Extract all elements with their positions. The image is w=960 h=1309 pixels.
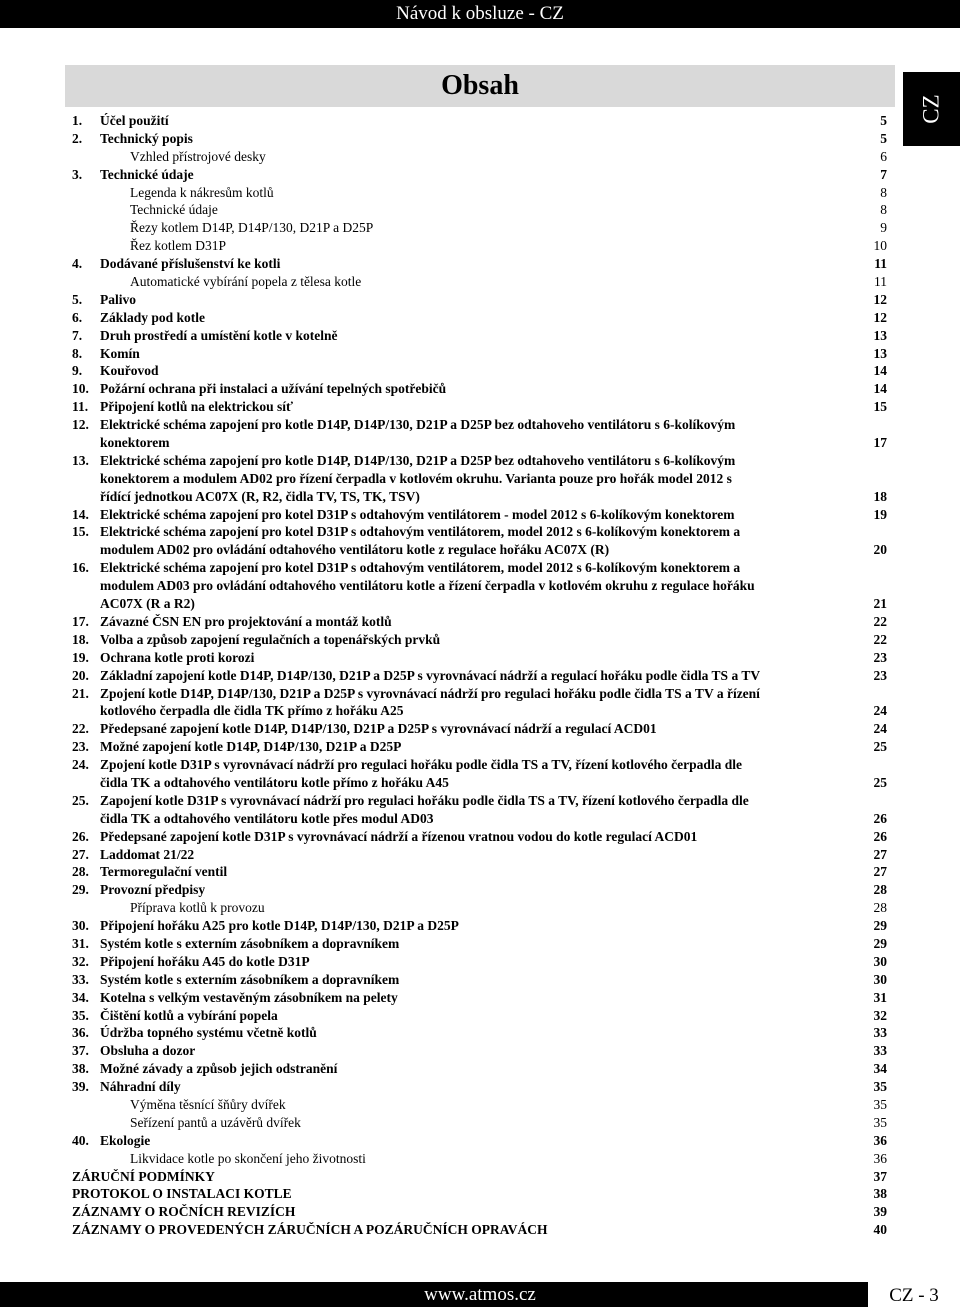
toc-entry[interactable] (72, 702, 887, 720)
toc-entry-page: 37 (873, 1168, 887, 1184)
toc-entry-page: 28 (873, 882, 887, 898)
toc-entry[interactable] (72, 255, 887, 273)
toc-entry-title: PROTOKOL O INSTALACI KOTLE (72, 1186, 292, 1202)
toc-entry[interactable] (72, 184, 887, 202)
toc-entry-title: Příprava kotlů k provozu (130, 900, 265, 916)
toc-entry-page: 38 (873, 1186, 887, 1202)
toc-entry-title: Náhradní díly (100, 1079, 181, 1095)
toc-entry-number: 29. (72, 882, 89, 898)
toc-entry-page: 26 (873, 828, 887, 844)
toc-entry[interactable] (72, 685, 887, 703)
toc-entry[interactable] (72, 1150, 887, 1168)
toc-entry-number: 39. (72, 1079, 89, 1095)
toc-entry-title: Připojení kotlů na elektrickou síť (100, 399, 294, 415)
toc-entry-page: 5 (880, 130, 887, 146)
toc-entry-number: 15. (72, 524, 89, 540)
toc-entry-title: Elektrické schéma zapojení pro kotel D31P s odtahovým ventilátorem - model 2012 s 6-kolíkovým konektorem (100, 506, 735, 522)
toc-entry-number: 9. (72, 363, 83, 379)
toc-entry-title: Systém kotle s externím zásobníkem a dopravníkem (100, 935, 400, 951)
toc-entry[interactable] (72, 1168, 887, 1186)
toc-entry-title: Účel použití (100, 113, 169, 128)
toc-entry-number: 21. (72, 685, 89, 701)
toc-entry-number: 8. (72, 345, 83, 361)
toc-entry-title: Legenda k nákresům kotlů (130, 184, 274, 200)
toc-entry[interactable] (72, 166, 887, 184)
toc-entry-number: 7. (72, 327, 83, 343)
toc-entry-page: 17 (873, 435, 887, 451)
toc-entry[interactable] (72, 667, 887, 685)
toc-entry-title: Elektrické schéma zapojení pro kotel D31P s odtahovým ventilátorem, model 2012 s 6-kolíkovým konektorem a (100, 560, 741, 576)
toc-entry-number: 19. (72, 649, 89, 665)
toc-entry-title: Ekologie (100, 1132, 151, 1148)
toc-entry-title: kotlového čerpadla dle čidla TK přímo z hořáku A25 (100, 703, 404, 719)
toc-entry-title: ZÁZNAMY O PROVEDENÝCH ZÁRUČNÍCH A POZÁRUČNÍCH OPRAVÁCH (72, 1222, 548, 1238)
toc-entry[interactable] (72, 112, 887, 130)
toc-entry-number: 22. (72, 721, 89, 737)
toc-entry-title: Seřízení pantů a uzávěrů dvířek (130, 1114, 301, 1130)
toc-entry-page: 36 (873, 1132, 887, 1148)
toc-entry[interactable] (72, 362, 887, 380)
toc-entry[interactable] (72, 1060, 887, 1078)
toc-entry[interactable] (72, 398, 887, 416)
toc-entry-title: Možné závady a způsob jejich odstranění (100, 1061, 338, 1077)
toc-entry-page: 12 (873, 291, 887, 307)
toc-entry-title: Elektrické schéma zapojení pro kotle D14P, D14P/130, D21P a D25P bez odtahoveho ventilátoru s 6-kolíkovým (100, 452, 736, 468)
toc-entry-number: 26. (72, 828, 89, 844)
toc-entry-page: 29 (873, 935, 887, 951)
toc-entry-page: 22 (873, 631, 887, 647)
toc-entry-title: Kotelna s velkým vestavěným zásobníkem na pelety (100, 989, 398, 1005)
toc-entry[interactable] (72, 434, 887, 452)
toc-entry-number: 33. (72, 971, 89, 987)
toc-entry-number: 34. (72, 989, 89, 1005)
toc-entry-page: 13 (873, 345, 887, 361)
toc-entry-page: 26 (873, 810, 887, 826)
toc-entry[interactable] (72, 649, 887, 667)
toc-entry[interactable] (72, 506, 887, 524)
toc-entry-number: 30. (72, 918, 89, 934)
toc-entry-page: 35 (873, 1114, 887, 1130)
toc-entry[interactable] (72, 863, 887, 881)
toc-entry[interactable] (72, 219, 887, 237)
toc-entry-page: 30 (873, 953, 887, 969)
toc-entry-page: 24 (873, 703, 887, 719)
toc-entry-title: čidla TK a odtahového ventilátoru kotle přímo z hořáku A45 (100, 774, 449, 790)
toc-entry-title: Automatické vybírání popela z tělesa kotle (130, 274, 362, 290)
toc-entry-title: Volba a způsob zapojení regulačních a topenářských prvků (100, 631, 441, 647)
toc-entry-title: Čištění kotlů a vybírání popela (100, 1007, 278, 1023)
toc-entry-page: 8 (880, 202, 887, 218)
toc-entry-number: 38. (72, 1061, 89, 1077)
toc-entry-page: 5 (880, 113, 887, 128)
toc-entry-number: 4. (72, 256, 83, 272)
toc-entry-number: 18. (72, 631, 89, 647)
toc-entry-title: modulem AD03 pro ovládání odtahového ventilátoru kotle a řízení čerpadla v kotlovém okruhu z regulace hořáku (100, 578, 755, 594)
toc-entry-number: 13. (72, 452, 89, 468)
toc-entry-number: 11. (72, 399, 89, 415)
toc-entry-page: 21 (873, 596, 887, 612)
toc-entry-page: 30 (873, 971, 887, 987)
toc-entry-page: 29 (873, 918, 887, 934)
toc-entry-title: ZÁZNAMY O ROČNÍCH REVIZÍCH (72, 1204, 296, 1220)
toc-entry[interactable] (72, 559, 887, 577)
toc-entry-page: 9 (880, 220, 887, 236)
toc-entry[interactable] (72, 577, 887, 595)
toc-entry[interactable] (72, 1024, 887, 1042)
toc-entry-title: Vzhled přístrojové desky (130, 148, 266, 164)
toc-entry[interactable] (72, 828, 887, 846)
toc-entry-title: konektorem a modulem AD02 pro řízení čerpadla v kotlovém okruhu. Varianta pouze pro hořák model 2012 s (100, 470, 732, 486)
toc-entry-title: Připojení hořáku A45 do kotle D31P (100, 953, 310, 969)
toc-entry-title: Komín (100, 345, 140, 361)
toc-entry[interactable] (72, 917, 887, 935)
toc-entry-title: Provozní předpisy (100, 882, 206, 898)
toc-entry-page: 31 (873, 989, 887, 1005)
toc-entry-page: 18 (873, 488, 887, 504)
toc-entry-title: Termoregulační ventil (100, 864, 228, 880)
toc-entry[interactable] (72, 1203, 887, 1221)
toc-entry[interactable] (72, 631, 887, 649)
toc-entry-title: Zapojení kotle D31P s vyrovnávací nádrží pro regulaci hořáku podle čidla TS a TV, řízení kotlového čerpadla dle (100, 792, 749, 808)
page-title: Obsah (441, 70, 519, 101)
toc-entry-page: 39 (873, 1204, 887, 1220)
toc-entry[interactable] (72, 899, 887, 917)
toc-entry-page: 23 (873, 649, 887, 665)
toc-entry-page: 13 (873, 327, 887, 343)
toc-entry-title: Druh prostředí a umístění kotle v kotelně (100, 327, 338, 343)
toc-entry-number: 6. (72, 309, 83, 325)
toc-entry-page: 40 (873, 1222, 887, 1238)
footer-url[interactable]: www.atmos.cz (424, 1284, 536, 1305)
toc-entry-number: 20. (72, 667, 89, 683)
toc-entry-title: Obsluha a dozor (100, 1043, 196, 1059)
toc-entry-title: Systém kotle s externím zásobníkem a dopravníkem (100, 971, 400, 987)
toc-entry-title: Palivo (100, 291, 136, 307)
toc-entry[interactable] (72, 971, 887, 989)
toc-entry-page: 32 (873, 1007, 887, 1023)
language-tab-label: CZ (918, 94, 944, 124)
toc-entry[interactable] (72, 130, 887, 148)
toc-entry-number: 36. (72, 1025, 89, 1041)
toc-entry-number: 1. (72, 113, 83, 128)
toc-entry[interactable] (72, 201, 887, 219)
toc-entry[interactable] (72, 470, 887, 488)
toc-entry[interactable] (72, 846, 887, 864)
toc-entry-title: Technické údaje (130, 202, 218, 218)
toc-entry-title: Likvidace kotle po skončení jeho životnosti (130, 1150, 366, 1166)
toc-entry-page: 10 (873, 238, 887, 254)
toc-entry-title: Předepsané zapojení kotle D14P, D14P/130, D21P a D25P s vyrovnávací nádrží a regulací ACD01 (100, 721, 657, 737)
toc-entry-title: Základní zapojení kotle D14P, D14P/130, D21P a D25P s vyrovnávací nádrží a regulací hořáku podle čidla TS a TV (100, 667, 761, 683)
toc-entry-number: 5. (72, 291, 83, 307)
page-number-label: CZ - 3 (868, 1282, 960, 1307)
toc-entry-page: 28 (873, 900, 887, 916)
toc-entry-title: Požární ochrana při instalaci a užívání tepelných spotřebičů (100, 381, 447, 397)
toc-entry[interactable] (72, 792, 887, 810)
toc-entry-title: Kouřovod (100, 363, 159, 379)
toc-entry[interactable] (72, 613, 887, 631)
toc-entry[interactable] (72, 345, 887, 363)
toc-entry-number: 23. (72, 739, 89, 755)
toc-entry[interactable] (72, 291, 887, 309)
toc-entry-number: 16. (72, 560, 89, 576)
toc-entry[interactable] (72, 541, 887, 559)
toc-entry-page: 36 (873, 1150, 887, 1166)
toc-entry-number: 25. (72, 792, 89, 808)
toc-entry[interactable] (72, 756, 887, 774)
toc-entry-page: 25 (873, 739, 887, 755)
toc-entry-page: 35 (873, 1096, 887, 1112)
toc-entry-page: 14 (873, 363, 887, 379)
toc-entry[interactable] (72, 595, 887, 613)
toc-entry-number: 17. (72, 613, 89, 629)
toc-entry-page: 25 (873, 774, 887, 790)
toc-entry[interactable] (72, 935, 887, 953)
toc-entry[interactable] (72, 452, 887, 470)
toc-entry-title: čidla TK a odtahového ventilátoru kotle přes modul AD03 (100, 810, 434, 826)
toc-entry-number: 12. (72, 417, 89, 433)
toc-entry-title: Připojení hořáku A25 pro kotle D14P, D14P/130, D21P a D25P (100, 918, 459, 934)
toc-entry-number: 32. (72, 953, 89, 969)
toc-entry-number: 27. (72, 846, 89, 862)
toc-entry[interactable] (72, 1078, 887, 1096)
toc-entry-number: 10. (72, 381, 89, 397)
toc-entry-page: 14 (873, 381, 887, 397)
toc-entry-title: Předepsané zapojení kotle D31P s vyrovnávací nádrží a řízenou vratnou vodou do kotle regulací ACD01 (100, 828, 698, 844)
toc-entry[interactable] (72, 380, 887, 398)
toc-entry-title: Základy pod kotle (100, 309, 206, 325)
toc-entry-page: 19 (873, 506, 887, 522)
toc-entry-title: Řezy kotlem D14P, D14P/130, D21P a D25P (130, 220, 374, 236)
toc-entry[interactable] (72, 237, 887, 255)
toc-entry-title: Ochrana kotle proti korozi (100, 649, 255, 665)
toc-entry-title: Závazné ČSN EN pro projektování a montáž kotlů (100, 613, 392, 629)
toc-entry[interactable] (72, 774, 887, 792)
toc-entry-title: Výměna těsnící šňůry dvířek (130, 1096, 286, 1112)
toc-entry[interactable] (72, 953, 887, 971)
toc-entry[interactable] (72, 148, 887, 166)
toc-entry-title: Technický popis (100, 130, 193, 146)
toc-entry-number: 28. (72, 864, 89, 880)
toc-entry-page: 22 (873, 613, 887, 629)
toc-entry[interactable] (72, 989, 887, 1007)
language-tab (903, 72, 960, 146)
toc-entry[interactable] (72, 416, 887, 434)
toc-entry-title: AC07X (R a R2) (100, 596, 195, 612)
toc-entry-number: 37. (72, 1043, 89, 1059)
toc-entry-title: řídící jednotkou AC07X (R, R2, čidla TV, TS, TK, TSV) (100, 488, 420, 504)
toc-entry[interactable] (72, 738, 887, 756)
toc-entry-title: Elektrické schéma zapojení pro kotel D31P s odtahovým ventilátorem, model 2012 s 6-kolíkovým konektorem a (100, 524, 741, 540)
toc-entry[interactable] (72, 1185, 887, 1203)
document-header-bar (0, 0, 960, 28)
toc-entry[interactable] (72, 881, 887, 899)
toc-entry-title: Údržba topného systému včetně kotlů (100, 1025, 317, 1041)
toc-entry[interactable] (72, 1221, 887, 1239)
toc-entry-page: 27 (873, 864, 887, 880)
toc-entry-page: 12 (873, 309, 887, 325)
toc-entry-page: 33 (873, 1025, 887, 1041)
toc-entry-number: 31. (72, 935, 89, 951)
toc-entry[interactable] (72, 1096, 887, 1114)
toc-entry[interactable] (72, 1114, 887, 1132)
toc-entry-title: Technické údaje (100, 166, 194, 182)
toc-entry-title: ZÁRUČNÍ PODMÍNKY (72, 1168, 215, 1184)
toc-entry[interactable] (72, 810, 887, 828)
toc-entry-number: 3. (72, 166, 83, 182)
toc-entry[interactable] (72, 309, 887, 327)
toc-entry-page: 27 (873, 846, 887, 862)
toc-entry-title: modulem AD02 pro ovládání odtahového ventilátoru kotle z regulace hořáku AC07X (R) (100, 542, 610, 558)
toc-entry-page: 23 (873, 667, 887, 683)
toc-entry[interactable] (72, 273, 887, 291)
toc-entry-number: 35. (72, 1007, 89, 1023)
toc-entry-page: 20 (873, 542, 887, 558)
toc-entry-number: 40. (72, 1132, 89, 1148)
document-header-title: Návod k obsluze - CZ (396, 3, 564, 24)
toc-entry-page: 34 (873, 1061, 887, 1077)
table-of-contents (72, 112, 887, 1239)
toc-entry[interactable] (72, 523, 887, 541)
toc-entry-title: Zpojení kotle D14P, D14P/130, D21P a D25P s vyrovnávací nádrží pro regulaci hořáku podle čidla TS a TV a řízení (100, 685, 760, 701)
toc-entry-title: Elektrické schéma zapojení pro kotle D14P, D14P/130, D21P a D25P bez odtahoveho ventilátoru s 6-kolíkovým (100, 417, 736, 433)
toc-entry-page: 6 (880, 148, 887, 164)
toc-entry[interactable] (72, 720, 887, 738)
toc-entry-page: 11 (874, 256, 887, 272)
toc-entry-title: Dodávané příslušenství ke kotli (100, 256, 281, 272)
toc-entry-title: Zpojení kotle D31P s vyrovnávací nádrží pro regulaci hořáku podle čidla TS a TV, řízení kotlového čerpadla dle (100, 757, 743, 773)
toc-entry-page: 35 (873, 1079, 887, 1095)
toc-entry-title: Možné zapojení kotle D14P, D14P/130, D21P a D25P (100, 739, 402, 755)
toc-entry-number: 14. (72, 506, 89, 522)
toc-entry[interactable] (72, 488, 887, 506)
toc-entry-number: 2. (72, 130, 83, 146)
toc-entry-page: 24 (873, 721, 887, 737)
toc-entry[interactable] (72, 327, 887, 345)
toc-entry[interactable] (72, 1042, 887, 1060)
toc-entry-page: 8 (880, 184, 887, 200)
toc-entry-title: konektorem (100, 435, 170, 451)
toc-entry-page: 15 (873, 399, 887, 415)
toc-entry[interactable] (72, 1007, 887, 1025)
toc-entry-number: 24. (72, 757, 89, 773)
toc-entry-title: Laddomat 21/22 (100, 846, 195, 862)
toc-entry[interactable] (72, 1132, 887, 1150)
toc-entry-title: Řez kotlem D31P (130, 238, 226, 254)
toc-entry-page: 33 (873, 1043, 887, 1059)
toc-entry-page: 7 (880, 166, 887, 182)
toc-entry-page: 11 (874, 274, 887, 290)
